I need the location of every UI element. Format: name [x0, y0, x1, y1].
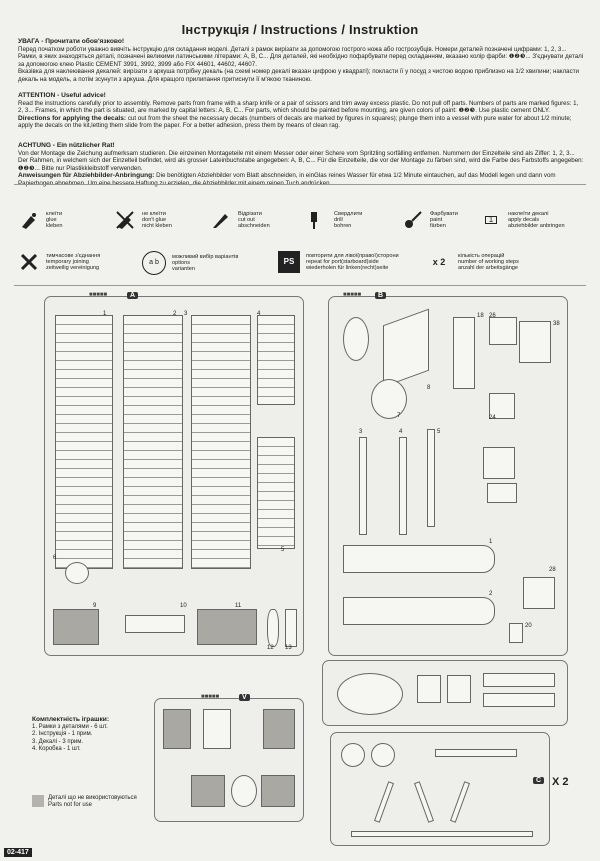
de-section [18, 142, 584, 188]
de-paragraph-2: Die benötigten Abziehbilder vom Blatt abschneiden, in einGlas reines Wasser für etwa 1/2 Minute eintauchen, auf das Modell legen und dann vom Papierbogen abnehmen. Um eine bessere Haftung zu erzielen, die Abziehbilder mit einem reinen Tuch andrücken. [18, 172, 556, 187]
fuselage-part-1 [343, 545, 495, 573]
part-b-20 [509, 623, 523, 643]
tail-part-5 [257, 437, 295, 549]
legend-decal: 1 наклеїти декалі apply decals abziehbilder anbringen [480, 209, 565, 231]
product-code: 02-417 [4, 848, 32, 857]
part-sh-3 [483, 673, 555, 687]
part-11-unused [197, 609, 257, 645]
legend-options: a b можливий вибір варіантів options varianten [142, 251, 238, 275]
part-v-unused-3 [263, 709, 295, 749]
de-paragraph-1: Von der Montage die Zeichung aufmerksam studieren. Die einzeinen Montageteile mit einem Messer oder einer Schere vom Spritzling sorfälling entfemen. Nummern der Einzelteile sind als Ziffer: 1, 2, 3... Der Rahmen, in welchem sich der Einzelteil befindet, wird als grosser Lateinbuchstabe angegeben: A, B, C... Für die Einzelteile, die vor der Montage zu färben sind, wird die Farbe des Farbstoffs angegeben: ❶❷❸... Bitte nur Plastikkleibstoff verwenden. [18, 149, 584, 172]
sprue-frame-b: ■■■■■ B 8 7 18 26 38 24 3 4 5 1 2 28 20 [328, 296, 568, 656]
en-paragraph-2: cut out from the sheet the necessary decals (numbers of decals are marked by figures in squares); plunge them into a vessel with pure water for about 1/2 minute; apply the decals on the kit,letting them slide from the paper. For a better adhesion, press them by means of clean rag. [18, 114, 572, 130]
no-glue-icon [114, 209, 136, 231]
part-b-5 [427, 429, 435, 527]
steps-icon: x 2 [432, 256, 446, 267]
part-b-18 [453, 317, 475, 389]
legend-glue: клеїти glue kleben [18, 209, 62, 231]
de-decal-heading: Anweisungen für Abziehbilder-Anbringung: [18, 172, 155, 180]
part-v-5 [231, 775, 257, 807]
part-10 [125, 615, 185, 633]
sprue-frame-v: ■■■■■ V [154, 698, 304, 822]
part-v-unused-6 [261, 775, 295, 807]
part-b-7 [343, 317, 369, 361]
sprue-frame-small [322, 660, 568, 726]
clamp-icon [18, 251, 40, 273]
symbol-legend [14, 184, 586, 286]
tail-part-4 [257, 315, 295, 405]
kit-item: 1. Рамки з деталями - 6 шт. [32, 723, 108, 730]
kit-item: 2. Інструкція - 1 прим. [32, 731, 93, 738]
brush-icon [402, 209, 424, 231]
frame-c-label: C [533, 777, 544, 784]
en-decal-heading: Directions for applying the decals: [18, 114, 127, 122]
part-c-5 [374, 781, 394, 823]
part-b-28 [523, 577, 555, 609]
frame-v-label: V [239, 694, 250, 701]
kit-item: 3. Декалі - 3 прим. [32, 738, 84, 745]
part-sh-1 [417, 675, 441, 703]
propeller-3 [359, 437, 367, 535]
part-9-unused [53, 609, 99, 645]
part-b-26 [489, 317, 517, 345]
ua-paragraph-1: Перед початком роботи уважно вивчіть інструкцію для складання моделі. Деталі з рамок вирізати за допомогою гострого ножа або гострозубців. Номери деталей позначені цифрами: 1, 2, 3... Рамки, в яких знаходяться деталі, позначені великими латинськими літерами: A, B, C... Для деталей, які необхідно пофарбувати перед складанням, вказано колір фарби: ❶❷❸... З'єднувати деталі за допомогою клею Plastic CEMENT 3991, 3992, 3999 або FIX 44601, 44602, 44607. [18, 45, 584, 68]
wing-part-3 [191, 315, 251, 569]
de-heading: ACHTUNG - Ein nützlicher Rat! [18, 142, 115, 149]
canopy-part [337, 673, 403, 715]
legend-drill: Свердлити drill bohren [306, 209, 362, 231]
legend-repeat: PS повторити для лівої(правої)сторони repeat for port(starboard)side wiederholen für linken(recht)seite [278, 251, 399, 273]
legend-temporary-joining: тимчасове з'єднання temporary joining zeitweilig vereinigung [18, 251, 100, 273]
part-b-38 [519, 321, 551, 363]
wheel-part-1 [341, 743, 365, 767]
part-v-unused-1 [163, 709, 191, 749]
unused-parts-note: Деталі що не використовуються Parts not for use [32, 795, 137, 809]
part-b-8 [383, 309, 429, 388]
part-6 [65, 562, 89, 584]
options-icon: a b [142, 251, 166, 275]
part-c-7 [450, 781, 470, 823]
part-v-2 [203, 709, 231, 749]
glue-icon [18, 209, 40, 231]
part-c-14 [351, 831, 533, 837]
fuselage-part-2 [343, 597, 495, 625]
repeat-side-icon: PS [278, 251, 300, 273]
kit-heading: Комплектність іграшки: [32, 716, 110, 723]
frame-b-label: B [375, 292, 386, 299]
part-b-33 [487, 483, 517, 503]
ua-heading: УВАГА - Прочитати обов'язково! [18, 38, 125, 45]
sprue-frame-c [330, 732, 550, 846]
decal-icon: 1 [480, 209, 502, 231]
wing-part-1 [55, 315, 113, 569]
kit-contents [32, 716, 109, 754]
kit-item: 4. Коробка - 1 шт. [32, 746, 81, 753]
wing-part-2 [123, 315, 183, 569]
knife-icon [210, 209, 232, 231]
frame-c-multiplier: X 2 [552, 776, 569, 788]
ua-section [18, 38, 584, 84]
part-sh-4 [483, 693, 555, 707]
part-sh-2 [447, 675, 471, 703]
en-heading: ATTENTION - Useful advice! [18, 92, 106, 99]
part-b-30 [483, 447, 515, 479]
propeller-4 [399, 437, 407, 535]
part-c-strut [435, 749, 517, 757]
unused-swatch [32, 795, 44, 807]
legend-no-glue: не клеїти don't glue nicht kleben [114, 209, 172, 231]
en-paragraph-1: Read the instructions carefully prior to assembly. Remove parts from frame with a sharp knife or a pair of scissors and trim away excess plastic. Do not pull off parts. Numbers of parts are marked figures: 1, 2, 3... Frames, in which the part is situated, are marked by capital letters: A, B, C... For parts, which should be painted before mounting, are given colors of paint: ❶❷❸. Use plastic cement ONLY. [18, 99, 579, 115]
wheel-part-2 [371, 743, 395, 767]
ua-paragraph-2: Вказівка для наклеювання декалей: вирізати з аркуша потрібну декаль (на схемі номер декалі вказан цифрою у квадраті); покласти її у посуд з чистою водою приблизно на 1/2 хвилини; накласти декаль на модель, а потім зсунути з аркуша. Для кращого прилипання притиснути її м'якою тканиною. [18, 68, 580, 83]
legend-paint: Фарбувати paint färben [402, 209, 458, 231]
frame-a-label: A [127, 292, 138, 299]
part-12 [267, 609, 279, 647]
drill-icon [306, 209, 328, 231]
part-13 [285, 609, 297, 647]
part-b-7b [371, 379, 407, 419]
en-section [18, 92, 584, 130]
page-title: Інструкція / Instructions / Instruktion [181, 22, 419, 37]
legend-cut: Відрізати cut out abschneiden [210, 209, 270, 231]
part-v-unused-4 [191, 775, 225, 807]
legend-steps: x 2 кількість операцій number of working steps anzahl der arbeitsgänge [426, 251, 519, 273]
sprue-frame-a: ■■■■■ A 1 2 3 4 5 6 9 10 11 12 13 [44, 296, 304, 656]
part-c-6 [414, 781, 434, 823]
